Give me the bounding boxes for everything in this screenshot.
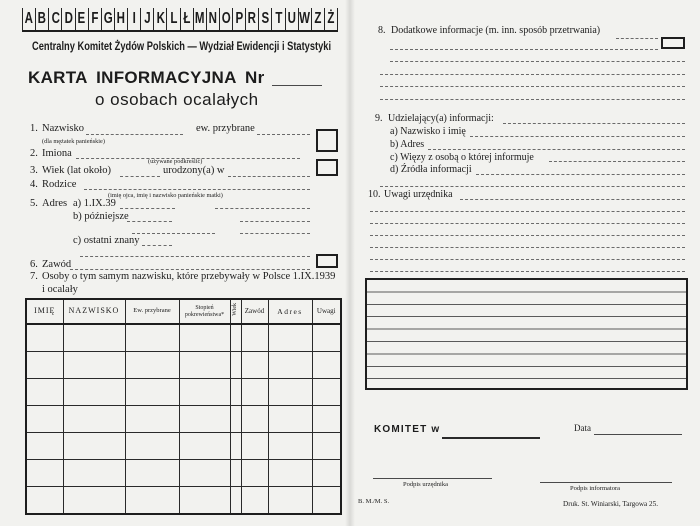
field-informant-sources-label: d) Źródła informacji xyxy=(390,164,472,175)
fill-line xyxy=(215,208,310,209)
table-cell xyxy=(312,460,341,487)
alphabet-letter-cell xyxy=(271,8,284,30)
alphabet-letter: U xyxy=(287,10,296,27)
field-address-label: Adres xyxy=(42,198,68,209)
table-cell xyxy=(63,379,125,406)
table-cell xyxy=(179,406,230,433)
table-row xyxy=(26,433,341,460)
alphabet-letter: E xyxy=(77,10,86,27)
alphabet-letter-cell xyxy=(75,8,88,30)
alphabet-letter: N xyxy=(208,10,217,27)
fill-line xyxy=(370,211,685,212)
fill-line xyxy=(272,85,322,86)
alphabet-letter-cell xyxy=(61,8,74,30)
alphabet-letter-cell xyxy=(193,8,206,30)
field-age-label: Wiek (lat około) xyxy=(42,165,111,176)
column-header-first-name: IMIĘ xyxy=(26,299,63,324)
field-10-number: 10. xyxy=(368,189,381,200)
alphabet-letter: L xyxy=(169,10,177,27)
field-7-number: 7. xyxy=(30,271,38,282)
fill-line xyxy=(540,482,672,483)
alphabet-letter: T xyxy=(274,10,282,27)
alphabet-index xyxy=(22,8,338,32)
alphabet-letter-cell xyxy=(48,8,61,30)
table-cell xyxy=(26,487,63,515)
fill-line xyxy=(370,259,685,260)
alphabet-letter: H xyxy=(116,10,126,27)
alphabet-letter-cell xyxy=(88,8,101,30)
fill-line xyxy=(442,437,540,439)
fill-line xyxy=(616,38,658,39)
field-relatives-label-cont: i ocalały xyxy=(42,284,78,295)
fill-line xyxy=(76,158,300,159)
table-row xyxy=(26,460,341,487)
column-header-adopted-name: Ew. przybrane xyxy=(125,299,179,324)
table-cell xyxy=(241,352,268,379)
checkbox-occupation xyxy=(316,254,338,268)
table-cell xyxy=(125,352,179,379)
fill-line xyxy=(132,233,215,234)
table-cell xyxy=(312,379,341,406)
table-cell xyxy=(125,487,179,515)
fill-line xyxy=(380,74,685,75)
alphabet-letter-cell xyxy=(140,8,153,30)
table-cell xyxy=(179,433,230,460)
field-4-number: 4. xyxy=(30,179,38,190)
table-cell xyxy=(26,379,63,406)
table-cell xyxy=(230,324,241,352)
fill-line xyxy=(390,49,658,50)
table-cell xyxy=(312,406,341,433)
fill-line xyxy=(549,161,685,162)
field-address-last-known-label: c) ostatni znany xyxy=(73,235,140,246)
fill-line xyxy=(120,176,160,177)
column-header-age xyxy=(230,299,241,324)
alphabet-letter: Ł xyxy=(183,10,191,27)
table-cell xyxy=(230,433,241,460)
table-cell xyxy=(268,352,312,379)
alphabet-letter: F xyxy=(91,10,99,27)
column-header-surname: NAZWISKO xyxy=(63,299,125,324)
table-header-row xyxy=(26,299,341,324)
table-row xyxy=(26,487,341,515)
field-informant-relation-label: c) Więzy z osobą o której informuje xyxy=(390,152,534,163)
committee-label: KOMITET w xyxy=(374,424,441,435)
table-row xyxy=(26,406,341,433)
fill-line xyxy=(127,221,172,222)
alphabet-letter-cell xyxy=(35,8,48,30)
table-cell xyxy=(125,460,179,487)
field-8-number: 8. xyxy=(378,25,386,36)
fill-line xyxy=(370,247,685,248)
field-official-remarks-label: Uwagi urzędnika xyxy=(384,189,453,200)
column-header-address: Adres xyxy=(268,299,312,324)
surviving-relatives-table xyxy=(25,298,342,515)
fill-line xyxy=(503,123,685,124)
table-cell xyxy=(179,460,230,487)
table-cell xyxy=(230,460,241,487)
table-cell xyxy=(268,433,312,460)
alphabet-letter: P xyxy=(235,10,243,27)
table-cell xyxy=(268,379,312,406)
alphabet-letter: G xyxy=(103,10,113,27)
fill-line xyxy=(380,99,685,100)
field-additional-info-label: Dodatkowe informacje (m. inn. sposób przetrwania) xyxy=(391,25,601,36)
field-informant-address-label: b) Adres xyxy=(390,139,425,150)
table-cell xyxy=(179,487,230,515)
fill-line xyxy=(84,189,310,190)
form-code: B. M./M. S. xyxy=(358,498,390,505)
table-cell xyxy=(63,406,125,433)
alphabet-letter-cell xyxy=(245,8,258,30)
table-cell xyxy=(230,379,241,406)
field-1-number: 1. xyxy=(30,123,38,134)
alphabet-letter-cell xyxy=(101,8,114,30)
table-cell xyxy=(125,379,179,406)
field-2-number: 2. xyxy=(30,148,38,159)
table-cell xyxy=(241,406,268,433)
table-cell xyxy=(230,487,241,515)
alphabet-letter: W xyxy=(299,10,311,27)
table-cell xyxy=(268,324,312,352)
table-cell xyxy=(268,406,312,433)
alphabet-letter-cell xyxy=(166,8,179,30)
table-cell xyxy=(179,352,230,379)
alphabet-letter-cell xyxy=(22,8,35,30)
alphabet-letter: Z xyxy=(314,10,322,27)
alphabet-letter-cell xyxy=(127,8,140,30)
field-address-1939-label: a) 1.IX.39 xyxy=(73,198,116,209)
field-address-later-label: b) późniejsze xyxy=(73,211,129,222)
alphabet-letter: D xyxy=(64,10,73,27)
field-surname-hint: (dla mężatek panieńskie) xyxy=(42,137,105,145)
fill-line xyxy=(240,221,310,222)
date-label: Data xyxy=(574,423,591,433)
table-cell xyxy=(312,324,341,352)
alphabet-letter-cell xyxy=(206,8,219,30)
fill-line xyxy=(470,136,685,137)
field-informant-name-label: a) Nazwisko i imię xyxy=(390,126,466,137)
table-cell xyxy=(125,324,179,352)
table-cell xyxy=(241,433,268,460)
alphabet-letter: A xyxy=(24,10,34,27)
table-cell xyxy=(268,460,312,487)
alphabet-letter: I xyxy=(132,10,136,27)
alphabet-letter: B xyxy=(38,10,47,27)
fill-line xyxy=(70,269,310,270)
alphabet-letter-cell xyxy=(258,8,271,30)
table-cell xyxy=(26,406,63,433)
official-signature-label: Podpis urzędnika xyxy=(403,481,448,488)
fill-line xyxy=(460,199,685,200)
table-cell xyxy=(241,379,268,406)
fill-line xyxy=(228,176,310,177)
field-first-names-label: Imiona xyxy=(42,148,72,159)
table-cell xyxy=(125,433,179,460)
table-cell xyxy=(268,487,312,515)
table-cell xyxy=(241,324,268,352)
table-cell xyxy=(26,352,63,379)
field-surname-label: Nazwisko xyxy=(42,123,84,134)
fill-line xyxy=(120,208,175,209)
informant-signature-label: Podpis informatora xyxy=(570,485,621,492)
field-relatives-label: Osoby o tym samym nazwisku, które przebywały w Polsce 1.IX.1939 xyxy=(42,271,336,282)
alphabet-letter-cell xyxy=(219,8,232,30)
field-birthplace-label: urodzony(a) w xyxy=(163,165,225,176)
fill-line xyxy=(370,271,685,272)
table-cell xyxy=(179,379,230,406)
field-parents-label: Rodzice xyxy=(42,179,77,190)
column-header-remarks: Uwagi xyxy=(312,299,341,324)
alphabet-letter: S xyxy=(261,10,270,27)
table-cell xyxy=(312,433,341,460)
column-header-relationship: Stopień pokrewieństwa* xyxy=(179,299,230,324)
alphabet-letter: O xyxy=(221,10,231,27)
alphabet-letter: K xyxy=(156,10,165,27)
field-5-number: 5. xyxy=(30,198,38,209)
table-cell xyxy=(312,352,341,379)
table-cell xyxy=(63,460,125,487)
table-cell xyxy=(26,433,63,460)
alphabet-letter-cell xyxy=(285,8,298,30)
alphabet-letter: R xyxy=(248,10,257,27)
fill-line xyxy=(428,149,685,150)
fill-line xyxy=(390,61,685,62)
fill-line xyxy=(380,186,685,187)
table-cell xyxy=(230,352,241,379)
table-cell xyxy=(230,406,241,433)
card-title: KARTA INFORMACYJNA Nr xyxy=(28,68,265,87)
fill-line xyxy=(373,478,492,479)
field-informant-label: Udzielający(a) informacji: xyxy=(388,113,494,124)
table-row xyxy=(26,352,341,379)
fill-line xyxy=(257,134,310,135)
printer-imprint: Druk. St. Winiarski, Targowa 25. xyxy=(563,500,659,508)
fill-line xyxy=(476,174,685,175)
checkbox-age xyxy=(316,159,338,176)
field-occupation-label: Zawód xyxy=(42,259,72,270)
table-cell xyxy=(241,460,268,487)
page-fold xyxy=(345,0,355,526)
fill-line xyxy=(370,223,685,224)
fill-line xyxy=(240,233,310,234)
fill-line xyxy=(86,134,183,135)
checkbox-additional-info xyxy=(661,37,685,49)
table-cell xyxy=(63,487,125,515)
alphabet-letter-cell xyxy=(180,8,193,30)
table-cell xyxy=(63,324,125,352)
table-row xyxy=(26,324,341,352)
alphabet-letter: J xyxy=(143,10,151,27)
table-cell xyxy=(312,487,341,515)
field-parents-hint: (imię ojca, imię i nazwisko panieńskie matki) xyxy=(108,191,223,199)
card-subtitle: o osobach ocalałych xyxy=(95,90,259,109)
column-header-occupation: Zawód xyxy=(241,299,268,324)
alphabet-letter-cell xyxy=(114,8,127,30)
table-cell xyxy=(63,352,125,379)
alphabet-letter-cell xyxy=(232,8,245,30)
checkbox-surname xyxy=(316,129,338,152)
organization-heading: Centralny Komitet Żydów Polskich — Wydział Ewidencji i Statystyki xyxy=(32,39,332,53)
alphabet-letter-cell xyxy=(324,8,338,30)
field-6-number: 6. xyxy=(30,259,38,270)
table-cell xyxy=(26,460,63,487)
table-cell xyxy=(63,433,125,460)
table-row xyxy=(26,379,341,406)
field-adopted-surname-label: ew. przybrane xyxy=(196,123,255,134)
table-body xyxy=(26,324,341,514)
column-header-age-label: Wiek xyxy=(232,302,239,316)
fill-line xyxy=(370,235,685,236)
field-9-number: 9. xyxy=(375,113,383,124)
alphabet-letter: M xyxy=(194,10,205,27)
ruled-notes-box xyxy=(365,278,688,390)
field-3-number: 3. xyxy=(30,165,38,176)
fill-line xyxy=(80,256,310,257)
fill-line xyxy=(594,434,682,435)
alphabet-letter-cell xyxy=(153,8,166,30)
field-first-names-hint: (używane podkreślić) xyxy=(148,158,203,165)
table-cell xyxy=(26,324,63,352)
fill-line xyxy=(380,86,685,87)
alphabet-letter: Ż xyxy=(327,10,335,27)
alphabet-letter-cell xyxy=(298,8,311,30)
table-cell xyxy=(241,487,268,515)
alphabet-letter: C xyxy=(51,10,60,27)
fill-line xyxy=(142,245,172,246)
table-cell xyxy=(125,406,179,433)
table-cell xyxy=(179,324,230,352)
alphabet-letter-cell xyxy=(311,8,324,30)
